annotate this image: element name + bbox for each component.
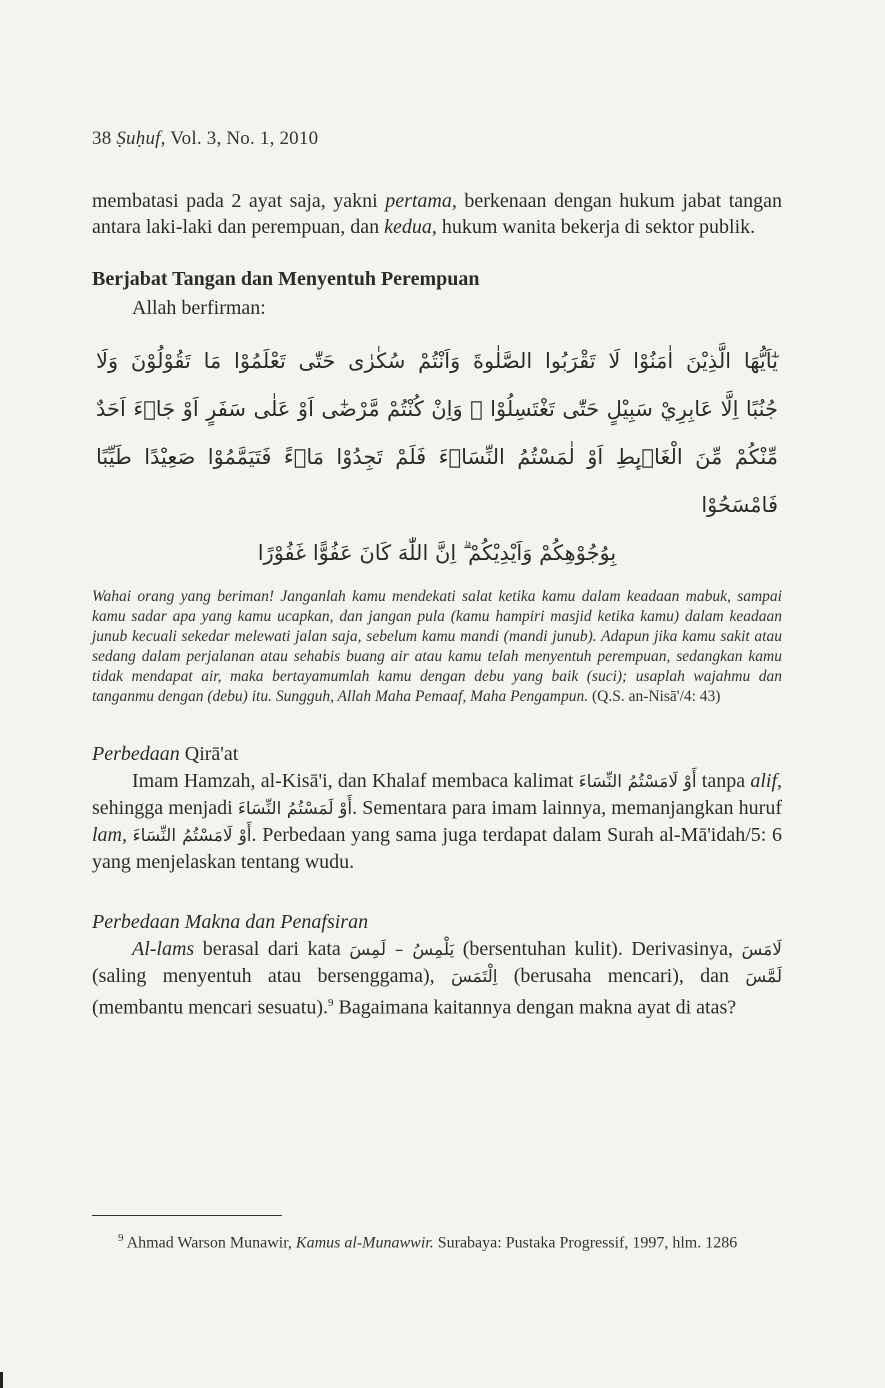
arabic-verse	[92, 337, 782, 577]
journal-name: Ṣuḥuf,	[116, 128, 166, 149]
qiraat-heading: Perbedaan Qirā'at	[92, 743, 239, 765]
qiraat-paragraph: Imam Hamzah, al-Kisā'i, dan Khalaf membaca kalimat أَوْ لَامَسْتُمُ النِّسَاءَ tanpa alif, sehingga menjadi أَوْ لَمَسْتُمُ النِّسَاءَ. Sementara para imam lainnya, memanjangkan huruf lam, أَوْ لَامَسْتُمُ النِّسَاءَ. Perbedaan yang sama juga terdapat dalam Surah al-Mā'idah/5: 6 yang menjelaskan tentang wudu.	[92, 770, 783, 873]
section-heading: Berjabat Tangan dan Menyentuh Perempuan	[92, 268, 480, 290]
verse-reference: (Q.S. an-Nisā'/4: 43)	[591, 688, 721, 705]
footnote-ref: 9	[328, 997, 334, 1009]
footnote: $^9$ Ahmad Warson Munawir, Kamus al-Munawwir. Surabaya: Pustaka Progressif, 1997, hlm. 1286	[118, 1232, 738, 1252]
arabic-verse-line: بِوُجُوْهِكُمْ وَاَيْدِيْكُمْ ۗ اِنَّ اللّٰهَ كَانَ عَفُوًّا غَفُوْرًا	[257, 541, 617, 565]
intro-paragraph: membatasi pada 2 ayat saja, yakni pertama, berkenaan dengan hukum jabat tangan antara laki-laki dan perempuan, dan kedua, hukum wanita bekerja di sektor publik.	[92, 190, 783, 238]
verse-translation: Wahai orang yang beriman! Janganlah kamu mendekati salat ketika kamu dalam keadaan mabuk, sampai kamu sadar apa yang kamu ucapkan, dan jangan pula (kamu hampiri masjid ketika kamu) dalam keadaan junub kecuali sekedar melewati jalan saja, sebelum kamu mandi (mandi junub). Adapun jika kamu sakit atau sedang dalam perjalanan atau sehabis buang air atau kamu telah menyentuh perempuan, sedangkan kamu tidak mendapat air, maka bertayamumlah kamu dengan debu yang baik (suci); usaplah wajahmu dan tanganmu dengan (debu) itu. Sungguh, Allah Maha Pemaaf, Maha Pengampun. (Q.S. an-Nisā'/4: 43)	[92, 588, 782, 705]
scan-edge-mark	[0, 1372, 3, 1388]
footnote-divider	[92, 1215, 282, 1216]
makna-paragraph: Al-lams berasal dari kata يَلْمِسُ – لَمِسَ (bersentuhan kulit). Derivasinya, لَامَسَ (saling menyentuh atau bersenggama), اِلْتَمَسَ (berusaha mencari), dan لَمَّسَ (membantu mencari sesuatu).$^9$ Bagaimana kaitannya dengan makna ayat di atas?	[92, 938, 782, 1019]
arabic-verse-line: مِّنْكُمْ مِّنَ الْغَاۤىِٕطِ اَوْ لٰمَسْتُمُ النِّسَاۤءَ فَلَمْ تَجِدُوْا مَاۤءً فَتَيَمَّمُوْا صَعِيْدًا طَيِّبًا فَامْسَحُوْا	[96, 445, 778, 517]
page-content	[92, 128, 782, 1021]
arabic-verse-line: جُنُبًا اِلَّا عَابِرِيْ سَبِيْلٍ حَتّٰى تَغْتَسِلُوْا ۗ وَاِنْ كُنْتُمْ مَّرْضٰٓى اَوْ عَلٰى سَفَرٍ اَوْ جَاۤءَ اَحَدٌ	[96, 397, 778, 421]
page-number: 38	[92, 128, 112, 149]
volume-info: Vol. 3, No. 1, 2010	[170, 128, 319, 149]
running-head	[92, 128, 782, 150]
arabic-verse-line: يٰٓاَيُّهَا الَّذِيْنَ اٰمَنُوْا لَا تَقْرَبُوا الصَّلٰوةَ وَاَنْتُمْ سُكٰرٰى حَتّٰى تَعْلَمُوْا مَا تَقُوْلُوْنَ وَلَا	[96, 349, 778, 373]
allah-line: Allah berfirman:	[132, 297, 266, 319]
makna-heading: Perbedaan Makna dan Penafsiran	[92, 911, 369, 933]
